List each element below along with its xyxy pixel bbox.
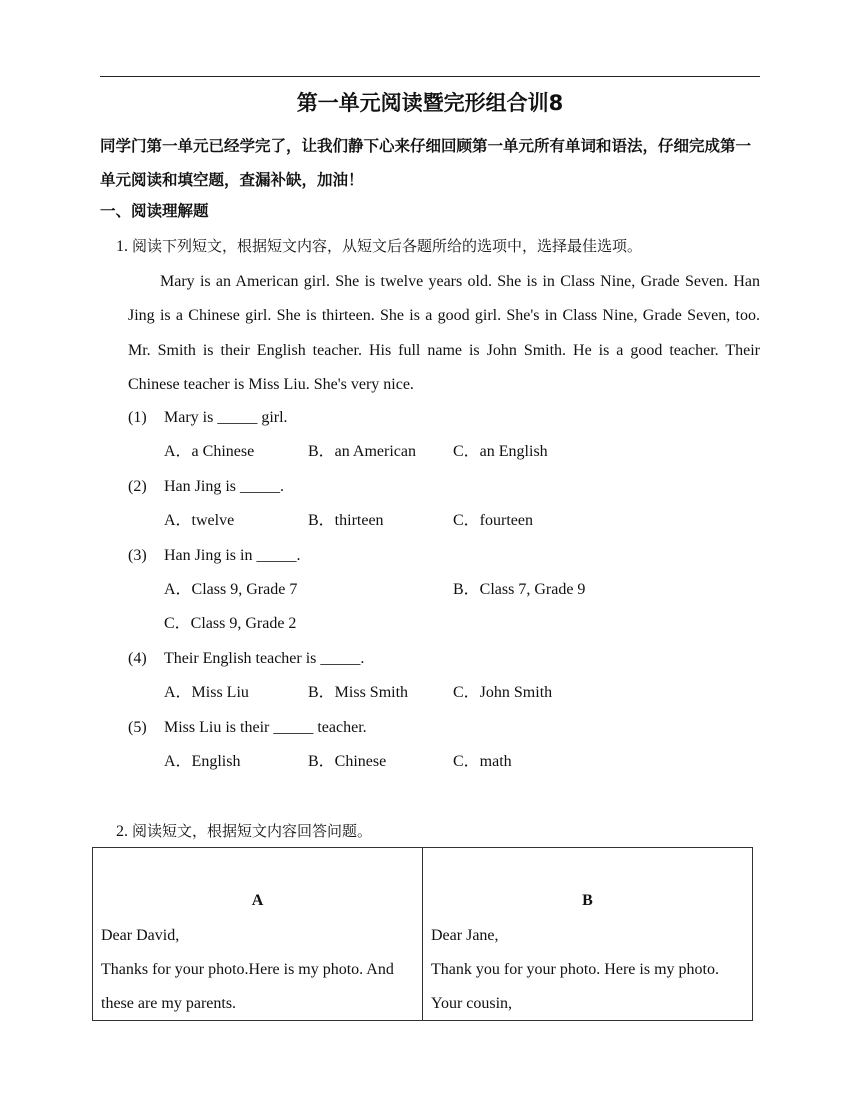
table-cell-b — [423, 848, 753, 1021]
option-c[interactable]: C．John Smith — [453, 684, 553, 701]
sub-question-text: Their English teacher is _____. — [164, 650, 365, 667]
option-c[interactable]: C．an English — [453, 443, 548, 460]
option-a[interactable]: A．a Chinese — [164, 443, 255, 460]
option-c[interactable]: C．math — [453, 753, 512, 770]
cell-line: these are my parents. — [101, 995, 237, 1012]
page-title: 第一单元阅读暨完形组合训8 — [296, 91, 564, 115]
question-2-number: 2. — [116, 823, 128, 840]
sub-question-number: (5) — [128, 719, 147, 736]
section-heading: 一、阅读理解题 — [100, 202, 209, 220]
sub-question-number: (2) — [128, 478, 147, 495]
table-cell-a — [93, 848, 423, 1021]
sub-question-number: (4) — [128, 650, 147, 667]
cell-line: Your cousin, — [431, 995, 513, 1012]
question-2-instruction — [116, 816, 372, 847]
option-c[interactable]: C．fourteen — [453, 512, 533, 529]
cell-heading-a: A — [251, 892, 264, 909]
option-b[interactable]: B．Class 7, Grade 9 — [453, 581, 586, 598]
cell-line: Dear Jane, — [431, 927, 499, 944]
cell-line: Thanks for your photo.Here is my photo. And — [101, 961, 394, 978]
option-b[interactable]: B．an American — [308, 443, 416, 460]
sub-question-text: Mary is _____ girl. — [164, 409, 288, 426]
sub-question-number: (1) — [128, 409, 147, 426]
cell-line: Thank you for your photo. Here is my photo. — [431, 961, 719, 978]
cell-line: Dear David, — [101, 927, 180, 944]
option-b[interactable]: B．thirteen — [308, 512, 384, 529]
reading-passage: Mary is an American girl. She is twelve years old. She is in Class Nine, Grade Seven. Han Jing is a Chinese girl. She is thirteen. She is a good girl. She's in Class Nine, Grade Seven, too. Mr. Smith is their English teacher. His full name is John Smith. He is a good teacher. Their Chinese teacher is Miss Liu. She's very nice. — [128, 273, 760, 394]
question-1-number: 1. — [116, 238, 128, 255]
option-a[interactable]: A．Class 9, Grade 7 — [164, 581, 298, 598]
top-rule — [100, 76, 760, 77]
sub-question-text: Han Jing is _____. — [164, 478, 284, 495]
intro-paragraph: 同学门第一单元已经学完了，让我们静下心来仔细回顾第一单元所有单词和语法，仔细完成第一单元阅读和填空题，查漏补缺，加油！ — [100, 137, 752, 189]
question-1-instruction-text: 阅读下列短文，根据短文内容，从短文后各题所给的选项中，选择最佳选项。 — [132, 237, 643, 255]
sub-question-number: (3) — [128, 547, 147, 564]
option-a[interactable]: A．English — [164, 753, 241, 770]
option-c[interactable]: C．Class 9, Grade 2 — [164, 615, 297, 632]
question-2-instruction-text: 阅读短文，根据短文内容回答问题。 — [132, 822, 373, 840]
option-a[interactable]: A．twelve — [164, 512, 235, 529]
sub-question-text: Han Jing is in _____. — [164, 547, 301, 564]
option-b[interactable]: B．Chinese — [308, 753, 387, 770]
option-a[interactable]: A．Miss Liu — [164, 684, 249, 701]
option-b[interactable]: B．Miss Smith — [308, 684, 409, 701]
cell-heading-b: B — [582, 892, 593, 909]
reading-table — [92, 847, 753, 1021]
question-1-instruction — [116, 231, 642, 262]
sub-question-text: Miss Liu is their _____ teacher. — [164, 719, 367, 736]
